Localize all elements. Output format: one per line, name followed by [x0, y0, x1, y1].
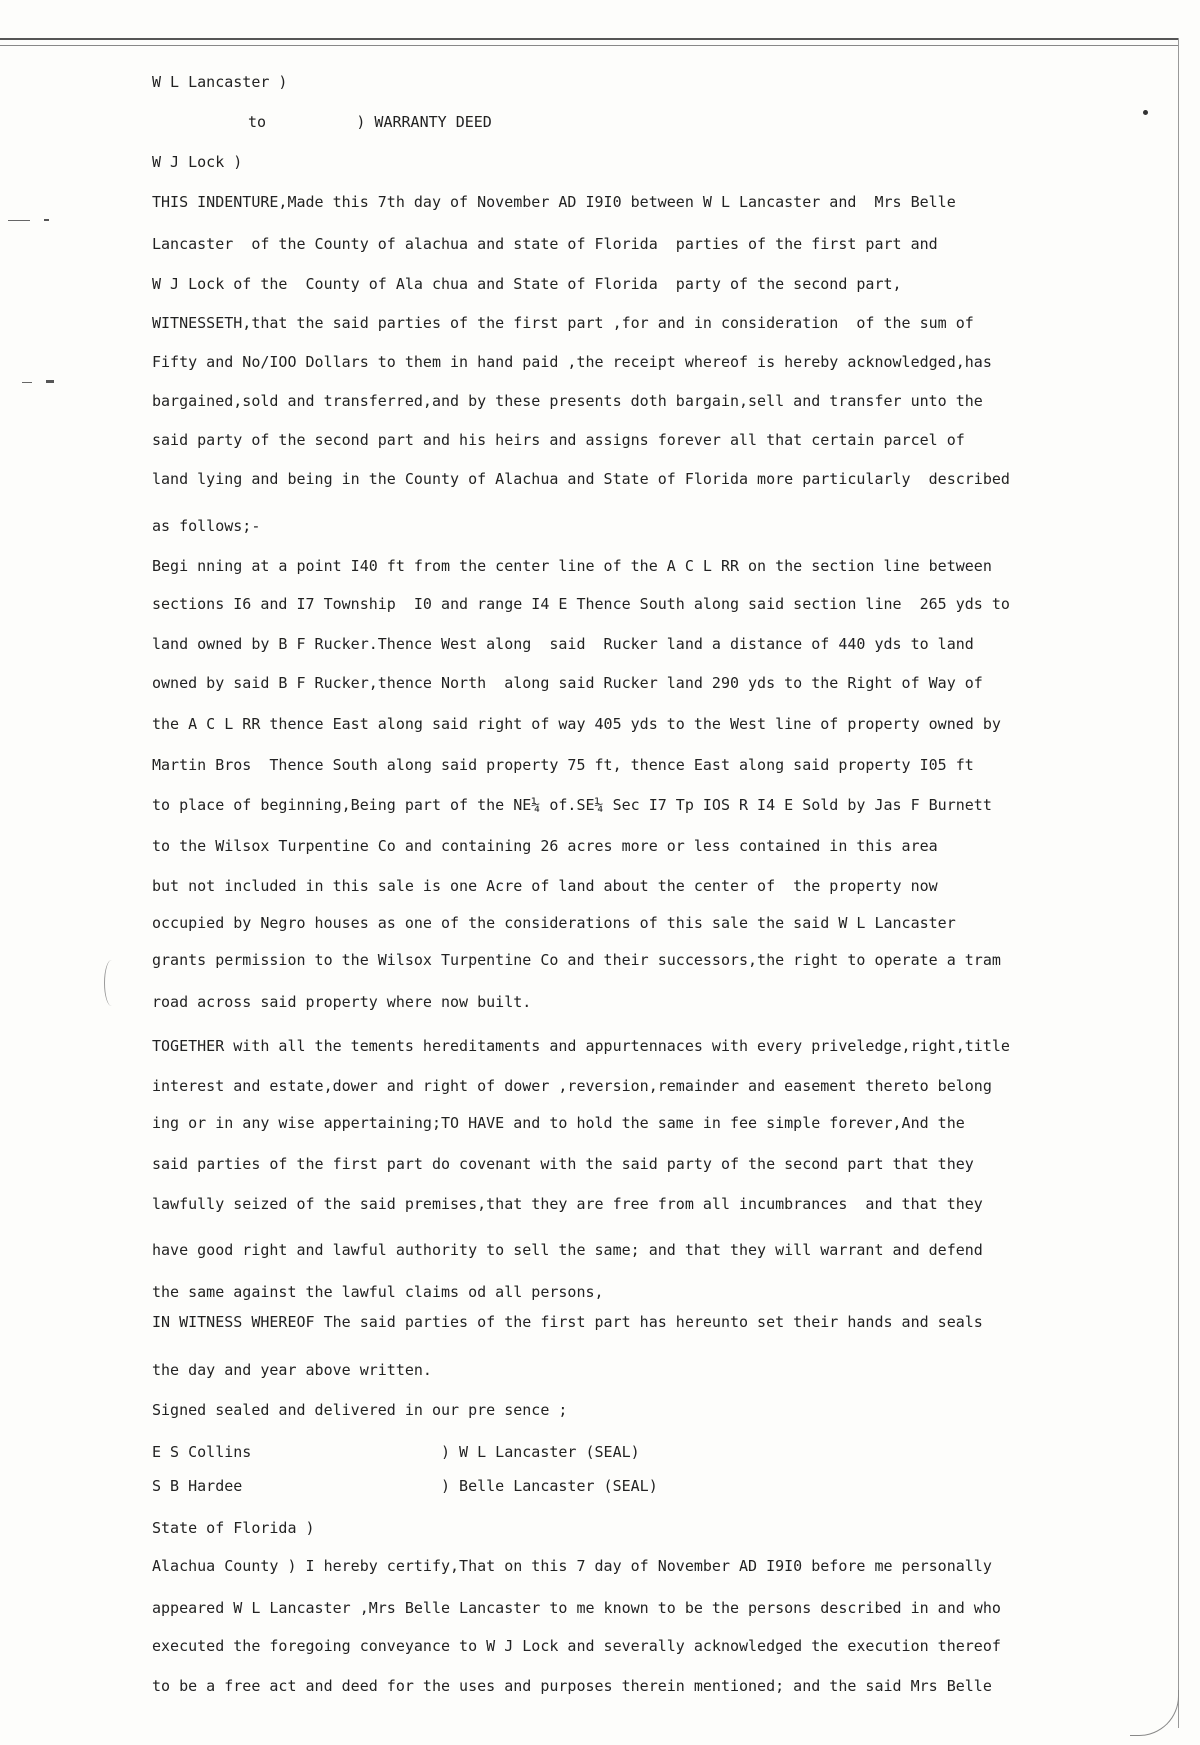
- margin-mark: [46, 380, 54, 383]
- right-border-rule: [1178, 38, 1179, 1728]
- venue-caption: State of Florida ): [152, 1519, 315, 1537]
- description-line: Martin Bros Thence South along said property 75 ft, thence East along said property I05 ft: [152, 756, 974, 774]
- body-line: W J Lock of the County of Ala chua and State of Florida party of the second part,: [152, 275, 902, 293]
- body-line: WITNESSETH,that the said parties of the first part ,for and in consideration of the sum of: [152, 314, 974, 332]
- acknowledgment-line: to be a free act and deed for the uses and purposes therein mentioned; and the said Mrs Belle: [152, 1677, 992, 1695]
- grantee-caption: W J Lock ): [152, 153, 243, 171]
- margin-mark: [44, 219, 49, 221]
- acknowledgment-line: executed the foregoing conveyance to W J Lock and severally acknowledged the execution thereof: [152, 1637, 1001, 1655]
- description-line: grants permission to the Wilsox Turpentine Co and their successors,the right to operate a tram: [152, 951, 1001, 969]
- habendum-line: said parties of the first part do covenant with the said party of the second part that they: [152, 1155, 974, 1173]
- description-line: occupied by Negro houses as one of the considerations of this sale the said W L Lancaster: [152, 914, 956, 932]
- description-line: road across said property where now built.: [152, 993, 532, 1011]
- margin-mark: [22, 382, 32, 383]
- body-line: said party of the second part and his heirs and assigns forever all that certain parcel of: [152, 431, 965, 449]
- attestation-line: Signed sealed and delivered in our pre sence ;: [152, 1401, 568, 1419]
- habendum-line: interest and estate,dower and right of dower ,reversion,remainder and easement thereto belong: [152, 1077, 992, 1095]
- grantor-caption: W L Lancaster ): [152, 73, 288, 91]
- top-border-rule-inner: [0, 45, 1178, 46]
- habendum-line: ing or in any wise appertaining;TO HAVE and to hold the same in fee simple forever,And the: [152, 1114, 965, 1132]
- description-line: but not included in this sale is one Acre of land about the center of the property now: [152, 877, 938, 895]
- deed-title-caption: to ) WARRANTY DEED: [248, 113, 492, 131]
- description-line: to place of beginning,Being part of the NE¼ of.SE¼ Sec I7 Tp IOS R I4 E Sold by Jas F Burnett: [152, 796, 992, 814]
- body-line: Lancaster of the County of alachua and state of Florida parties of the first part and: [152, 235, 938, 253]
- testimonium-line: the day and year above written.: [152, 1361, 432, 1379]
- acknowledgment-line: appeared W L Lancaster ,Mrs Belle Lancaster to me known to be the persons described in and who: [152, 1599, 1001, 1617]
- description-line: land owned by B F Rucker.Thence West along said Rucker land a distance of 440 yds to land: [152, 635, 974, 653]
- habendum-line: the same against the lawful claims od all persons,: [152, 1283, 604, 1301]
- acknowledgment-line: Alachua County ) I hereby certify,That on this 7 day of November AD I9I0 before me personally: [152, 1557, 992, 1575]
- margin-bracket-mark: [104, 960, 119, 1006]
- description-line: sections I6 and I7 Township I0 and range I4 E Thence South along said section line 265 yds to: [152, 595, 1010, 613]
- habendum-line: have good right and lawful authority to sell the same; and that they will warrant and defend: [152, 1241, 983, 1259]
- body-line: Fifty and No/IOO Dollars to them in hand paid ,the receipt whereof is hereby acknowledged,has: [152, 353, 992, 371]
- body-line: land lying and being in the County of Alachua and State of Florida more particularly described: [152, 470, 1010, 488]
- top-border-rule: [0, 38, 1178, 40]
- page-corner-curl: [1130, 1690, 1179, 1736]
- body-line: as follows;-: [152, 517, 261, 535]
- margin-mark: [8, 220, 30, 221]
- habendum-line: lawfully seized of the said premises,that they are free from all incumbrances and that they: [152, 1195, 983, 1213]
- description-line: owned by said B F Rucker,thence North along said Rucker land 290 yds to the Right of Way of: [152, 674, 983, 692]
- habendum-line: TOGETHER with all the tements hereditaments and appurtennaces with every priveledge,right,title: [152, 1037, 1010, 1055]
- description-line: the A C L RR thence East along said right of way 405 yds to the West line of property owned by: [152, 715, 1001, 733]
- signature-line: S B Hardee ) Belle Lancaster (SEAL): [152, 1477, 658, 1495]
- description-line: Begi nning at a point I40 ft from the center line of the A C L RR on the section line between: [152, 557, 992, 575]
- description-line: to the Wilsox Turpentine Co and containing 26 acres more or less contained in this area: [152, 837, 938, 855]
- body-line: bargained,sold and transferred,and by these presents doth bargain,sell and transfer unto the: [152, 392, 983, 410]
- ink-dot-mark: [1143, 110, 1148, 115]
- testimonium-line: IN WITNESS WHEREOF The said parties of the first part has hereunto set their hands and seals: [152, 1313, 983, 1331]
- body-line: THIS INDENTURE,Made this 7th day of November AD I9I0 between W L Lancaster and Mrs Belle: [152, 193, 956, 211]
- signature-line: E S Collins ) W L Lancaster (SEAL): [152, 1443, 640, 1461]
